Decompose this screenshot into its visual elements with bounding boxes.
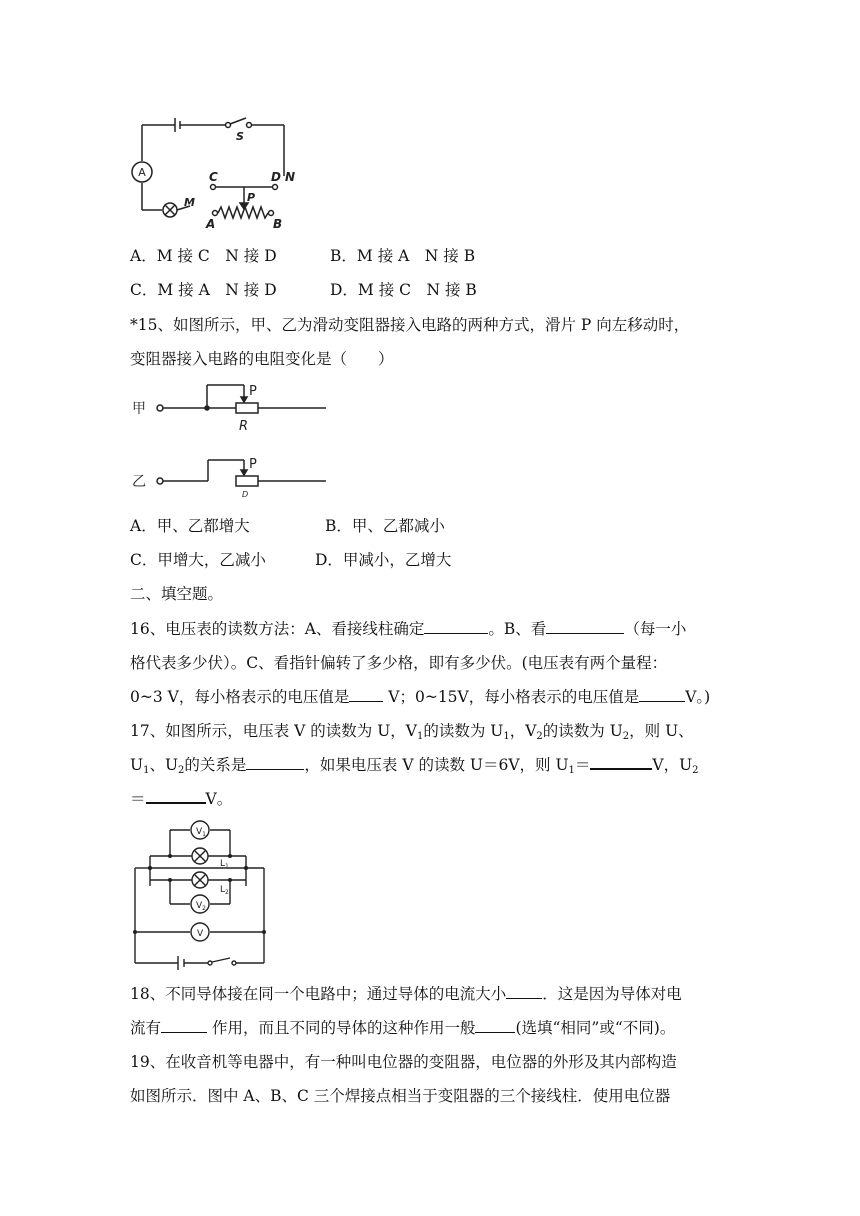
q15-rheostat-diagram — [128, 378, 333, 498]
terminal-b-label: B — [273, 217, 283, 231]
q17-subscript: 1 — [416, 731, 424, 742]
q17-subscript: 2 — [536, 731, 543, 742]
q16-line-1 — [130, 617, 686, 641]
fig-yi-d-label: D — [242, 490, 249, 498]
q18-text: ．这是因为导体对电 — [542, 985, 682, 1003]
fig-jia-label: 甲 — [132, 401, 146, 417]
switch-label: S — [236, 130, 244, 143]
q17-subscript: 1 — [503, 731, 510, 742]
slider-p-label: P — [247, 191, 256, 204]
fig-jia-p-label: P — [249, 384, 257, 399]
q15-option-b: B．甲、乙都减小 — [325, 517, 445, 535]
q14-options-row-2 — [130, 278, 477, 302]
q18-blank-1[interactable] — [506, 983, 542, 999]
q17-line-2 — [130, 753, 699, 777]
q17-text: 的读数为 U — [542, 722, 623, 740]
q17-text: ＝ — [130, 790, 146, 808]
q18-blank-2[interactable] — [161, 1017, 207, 1033]
terminal-a-label: A — [206, 217, 216, 231]
q14-option-d: D．M 接 C N 接 B — [330, 281, 477, 299]
q17-text: ，如果电压表 V 的读数 U＝6V，则 U — [304, 756, 569, 774]
lamp-l2-label: $L_2$ — [220, 885, 229, 896]
q18-text: 作用，而且不同的导体的这种作用一般 — [207, 1019, 476, 1037]
q19-line-1: 19、在收音机等电器中，有一种叫电位器的变阻器，电位器的外形及其内部构造 — [130, 1053, 677, 1071]
q14-option-b: B．M 接 A N 接 B — [330, 247, 476, 265]
q15-option-c: C．甲增大，乙减小 — [130, 551, 266, 569]
q14-option-a: A．M 接 C N 接 D — [130, 247, 277, 265]
terminal-c-label: C — [209, 170, 218, 184]
q17-text: V，U — [652, 756, 693, 774]
q17-subscript: 1 — [143, 765, 150, 776]
q15-options-row-1 — [130, 514, 445, 538]
fig-jia-r-label: R — [239, 419, 249, 434]
terminal-d-label: D — [271, 170, 281, 184]
lamp-l1-label: $L_1$ — [220, 859, 229, 870]
q16-blank-4[interactable] — [639, 686, 685, 702]
q14-option-c: C．M 接 A N 接 D — [130, 281, 277, 299]
q17-circuit-diagram — [130, 818, 270, 970]
q16-text: 0~3 V，每小格表示的电压值是 — [130, 688, 350, 706]
ammeter-label: A — [138, 166, 146, 179]
terminal-n-label: N — [285, 170, 296, 184]
q17-text: ＝ — [574, 756, 591, 774]
voltmeter-v2-label: $V_2$ — [196, 901, 206, 912]
q18-line-1 — [130, 982, 682, 1006]
q17-line-3 — [130, 787, 232, 811]
q16-text: V；0~15V，每小格表示的电压值是 — [383, 688, 640, 706]
q17-text: ，则 U、 — [629, 722, 694, 740]
q15-question-line-1: *15、如图所示，甲、乙为滑动变阻器接入电路的两种方式，滑片 P 向左移动时， — [130, 316, 690, 334]
q17-text: 的读数为 U — [423, 722, 504, 740]
q18-blank-3[interactable] — [475, 1017, 515, 1033]
q16-text: 。B、看 — [488, 620, 547, 638]
q16-blank-1[interactable] — [424, 618, 488, 634]
q15-option-a: A．甲、乙都增大 — [130, 517, 250, 535]
q17-subscript: 1 — [568, 765, 575, 776]
terminal-m-label: M — [184, 196, 195, 209]
q19-line-2: 如图所示．图中 A、B、C 三个焊接点相当于变阻器的三个接线柱．使用电位器 — [130, 1087, 671, 1105]
q15-option-d: D．甲减小，乙增大 — [315, 551, 452, 569]
fig-yi-label: 乙 — [132, 474, 146, 490]
voltmeter-v1-label: $V_1$ — [196, 827, 206, 838]
voltmeter-v-label: V — [197, 929, 204, 939]
fig-yi-p-label: P — [249, 457, 257, 472]
section-fill-in-title: 二、填空题。 — [130, 585, 224, 603]
q17-text: U — [130, 756, 144, 774]
q16-text: （每一小 — [624, 620, 687, 638]
q17-blank-1[interactable] — [246, 754, 304, 770]
q17-blank-2[interactable] — [590, 753, 652, 770]
q14-circuit-diagram — [128, 110, 298, 235]
q17-subscript: 2 — [692, 765, 699, 776]
q16-line-3 — [130, 685, 710, 709]
q17-blank-3[interactable] — [146, 787, 206, 804]
q15-question-line-2: 变阻器接入电路的电阻变化是（ ） — [130, 350, 394, 368]
q17-text: 的关系是 — [184, 756, 247, 774]
q18-text: 18、不同导体接在同一个电路中；通过导体的电流大小 — [130, 985, 507, 1003]
q15-options-row-2 — [130, 548, 451, 572]
q17-text: 17、如图所示，电压表 V 的读数为 U，V — [130, 722, 417, 740]
q16-text: V。) — [685, 688, 711, 706]
q17-text: V。 — [205, 790, 233, 808]
q14-options-row-1 — [130, 244, 475, 268]
q16-line-2: 格代表多少伏）。C、看指针偏转了多少格，即有多少伏。(电压表有两个量程： — [130, 654, 668, 672]
q17-subscript: 2 — [622, 731, 630, 742]
q17-subscript: 2 — [178, 765, 185, 776]
q16-blank-3[interactable] — [349, 686, 383, 702]
q16-blank-2[interactable] — [546, 618, 624, 634]
q18-text: 流有 — [130, 1019, 162, 1037]
q17-text: 、U — [149, 756, 179, 774]
q18-text: (选填“相同”或“不同)。 — [515, 1019, 676, 1037]
q17-line-1 — [130, 719, 694, 743]
q16-text: 16、电压表的读数方法：A、看接线柱确定 — [130, 620, 425, 638]
q18-line-2 — [130, 1016, 675, 1040]
q17-text: ，V — [509, 722, 537, 740]
